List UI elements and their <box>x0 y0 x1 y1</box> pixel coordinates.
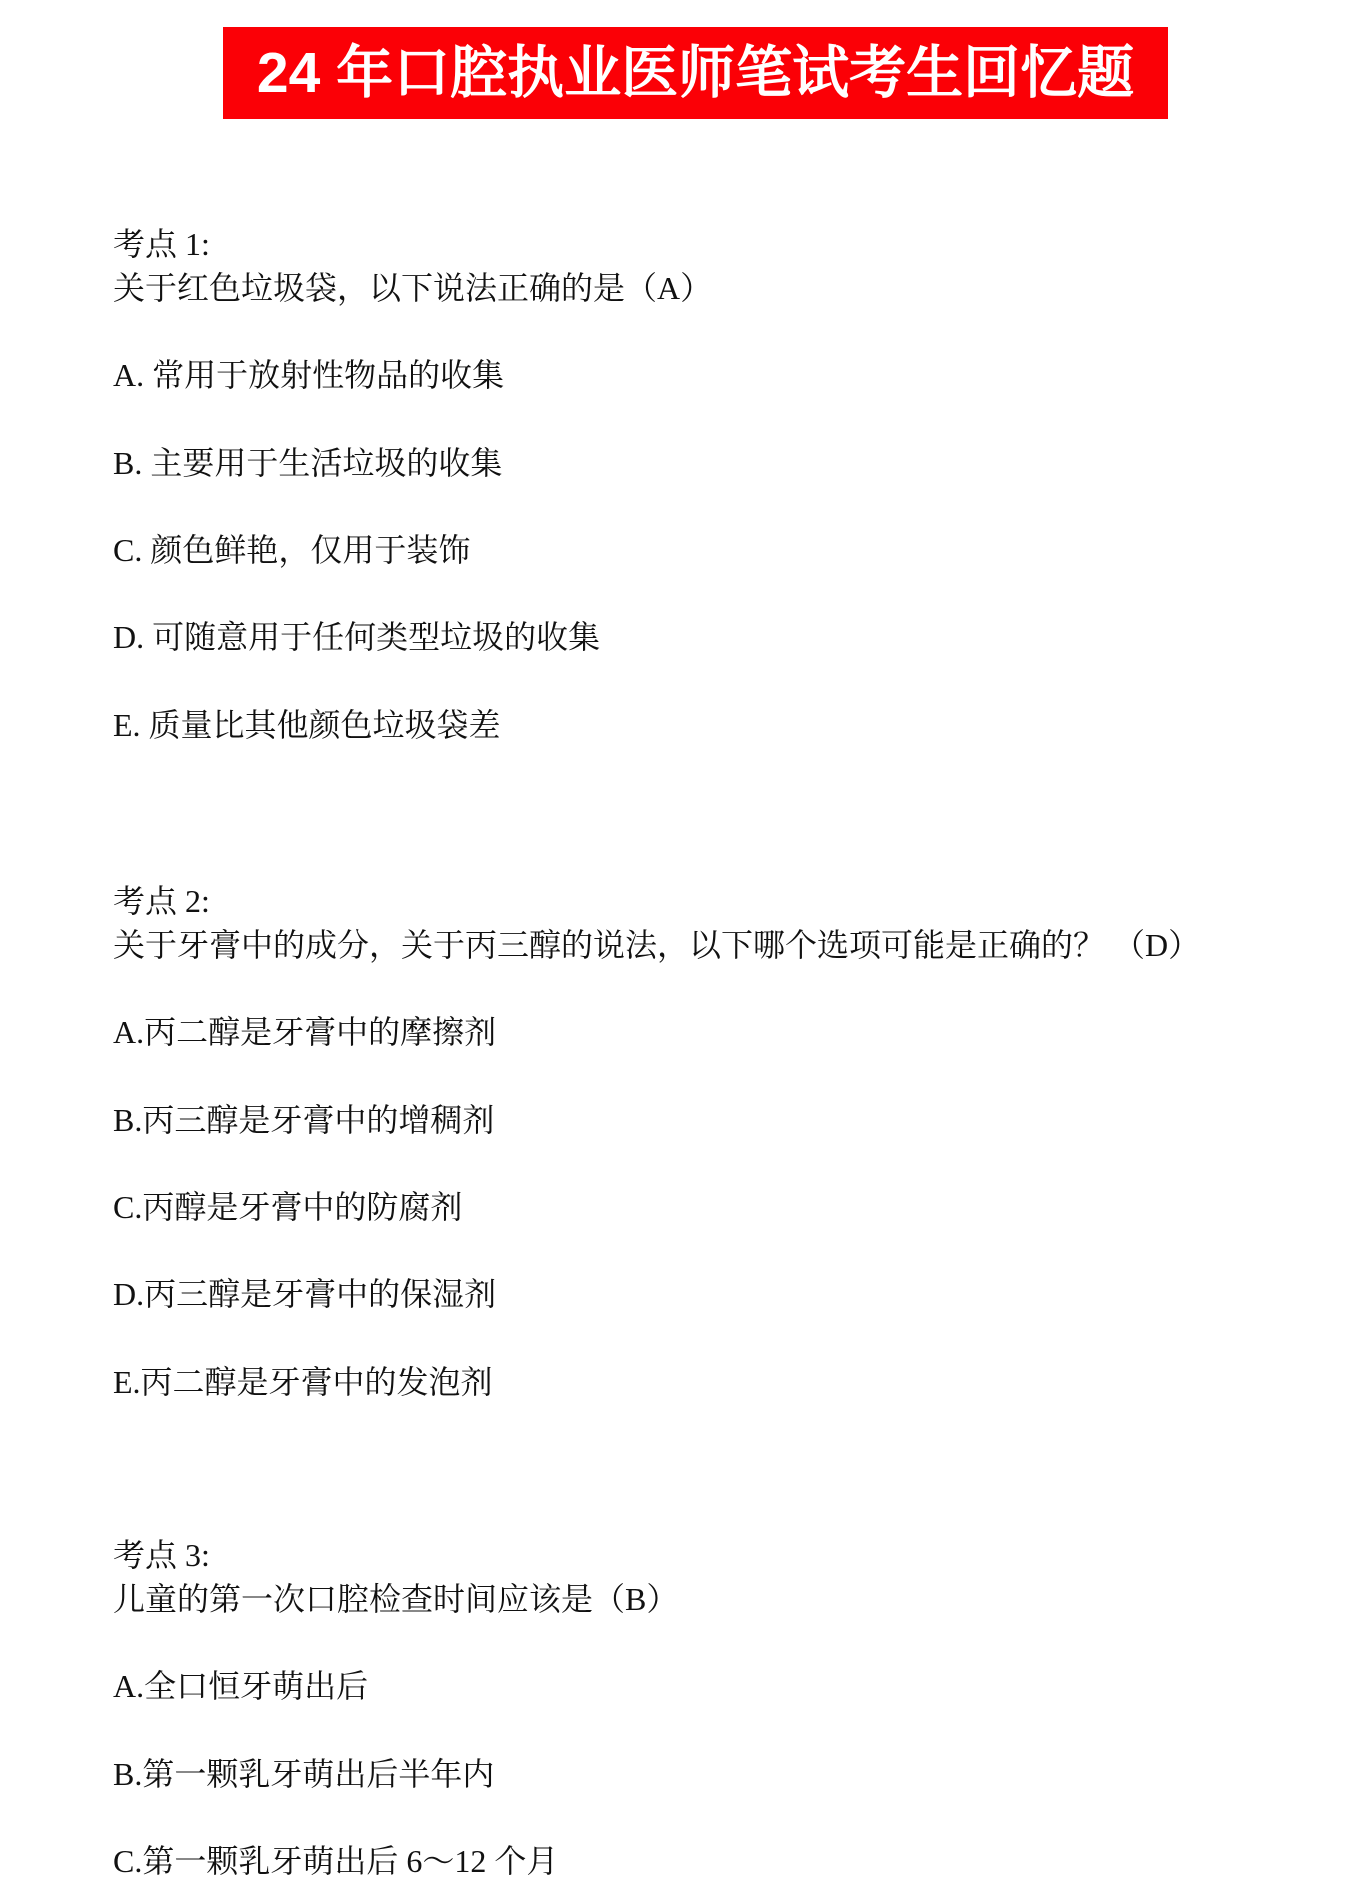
option-a: A. 常用于放射性物品的收集 <box>113 357 505 393</box>
question-text: 关于红色垃圾袋，以下说法正确的是（A） <box>113 270 713 306</box>
title-banner <box>223 27 1168 119</box>
option-b: B.丙三醇是牙膏中的增稠剂 <box>113 1102 495 1138</box>
option-d: D.丙三醇是牙膏中的保湿剂 <box>113 1276 497 1312</box>
option-e: E.丙二醇是牙膏中的发泡剂 <box>113 1364 493 1400</box>
exam-point-heading: 考点 1: <box>113 226 210 262</box>
option-a: A.全口恒牙萌出后 <box>113 1668 369 1704</box>
exam-point-2 <box>113 881 1313 1411</box>
exam-point-heading: 考点 2: <box>113 883 210 919</box>
option-c: C.第一颗乳牙萌出后 6～12 个月 <box>113 1843 559 1879</box>
question-text: 关于牙膏中的成分，关于丙三醇的说法，以下哪个选项可能是正确的？ （D） <box>113 927 1201 963</box>
exam-point-3 <box>113 1535 1313 1885</box>
exam-point-heading: 考点 3: <box>113 1537 210 1573</box>
option-d: D. 可随意用于任何类型垃圾的收集 <box>113 619 601 655</box>
option-a: A.丙二醇是牙膏中的摩擦剂 <box>113 1014 497 1050</box>
option-c: C. 颜色鲜艳，仅用于装饰 <box>113 532 471 568</box>
exam-point-1 <box>113 224 1313 754</box>
document-title: 24 年口腔执业医师笔试考生回忆题 <box>256 41 1135 105</box>
option-b: B.第一颗乳牙萌出后半年内 <box>113 1756 495 1792</box>
option-e: E. 质量比其他颜色垃圾袋差 <box>113 707 501 743</box>
question-text: 儿童的第一次口腔检查时间应该是（B） <box>113 1581 679 1617</box>
option-b: B. 主要用于生活垃圾的收集 <box>113 445 503 481</box>
option-c: C.丙醇是牙膏中的防腐剂 <box>113 1189 463 1225</box>
